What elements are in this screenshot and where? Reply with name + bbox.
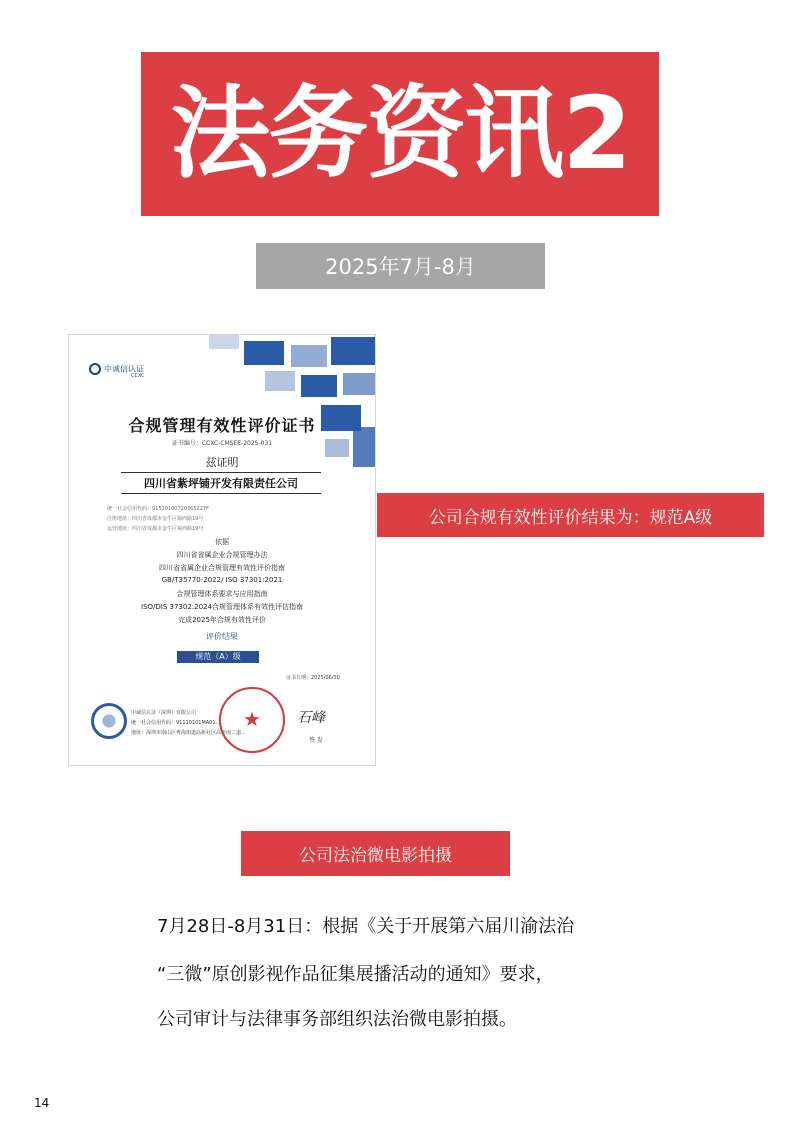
hex-decoration bbox=[331, 337, 375, 365]
certificate-basis-line: 完成2025年合规有效性评价 bbox=[178, 616, 266, 624]
certificate-info-line: 注册地址：四川省成都市金牛区蜀西路19号 bbox=[107, 516, 204, 522]
hex-decoration bbox=[209, 335, 239, 349]
certificate-basis-line: 依据 bbox=[215, 538, 229, 546]
certificate-basis-line: GB/T35770-2022/ ISO 37301:2021 bbox=[161, 576, 283, 584]
sign-label: 签 发 bbox=[309, 737, 323, 744]
star-icon: ★ bbox=[243, 707, 261, 731]
hex-decoration bbox=[291, 345, 327, 367]
hex-decoration bbox=[301, 375, 337, 397]
date-banner bbox=[256, 243, 545, 289]
certificate-grade: 规范（A）级 bbox=[177, 651, 259, 663]
certificate-title: 合规管理有效性评价证书 bbox=[128, 416, 316, 435]
result-caption: 公司合规有效性评价结果为：规范A级 bbox=[428, 507, 713, 528]
certificate-result-label: 评价结果 bbox=[206, 632, 238, 641]
certificate-info-line: 统一社会信用代码：91510100720365227F bbox=[107, 506, 209, 512]
paragraph-line: 公司审计与法律事务部组织法治微电影拍摄。 bbox=[157, 1009, 517, 1030]
certificate-company: 四川省紫坪铺开发有限责任公司 bbox=[121, 472, 321, 494]
hex-decoration bbox=[265, 371, 295, 391]
date-range: 2025年7月-8月 bbox=[325, 255, 476, 279]
page-number: 14 bbox=[34, 1096, 50, 1110]
certificate-info-line: 运营地址：四川省成都市金牛区蜀西路19号 bbox=[107, 526, 204, 532]
ccxc-seal-icon bbox=[91, 703, 127, 739]
signature: 石峰 bbox=[297, 710, 325, 726]
hex-decoration bbox=[343, 373, 375, 395]
red-stamp-icon bbox=[219, 687, 285, 753]
paragraph-line: 7月28日-8月31日：根据《关于开展第六届川渝法治 bbox=[157, 916, 575, 937]
certificate-basis-line: 四川省省属企业合规管理有效性评价指南 bbox=[159, 564, 285, 572]
certificate-date: 证书日期：2025/06/30 bbox=[286, 675, 340, 681]
issuer-line: 地址：深圳市南山区粤海街道高新社区高新南三道... bbox=[131, 730, 246, 736]
certificate-hereby: 兹证明 bbox=[205, 456, 239, 469]
issuer-line: 统一社会信用代码：91110101MA01... bbox=[131, 720, 221, 726]
title-banner bbox=[141, 52, 659, 216]
certificate-basis-line: 合规管理体系要求与应用指南 bbox=[176, 590, 268, 598]
result-caption-banner bbox=[377, 493, 764, 537]
issuer-line: 中诚信认证（深圳）有限公司 bbox=[131, 710, 197, 716]
ccxc-logo-icon bbox=[89, 363, 101, 375]
hex-decoration bbox=[244, 341, 284, 365]
certificate-image bbox=[68, 334, 376, 766]
paragraph-line: “三微”原创影视作品征集展播活动的通知》要求， bbox=[157, 964, 554, 985]
page-title: 法务资讯2 bbox=[170, 75, 630, 192]
ccxc-logo: 中诚信认证 CCXC bbox=[89, 363, 144, 375]
section-caption-banner bbox=[241, 831, 510, 876]
section-caption: 公司法治微电影拍摄 bbox=[299, 846, 452, 866]
certificate-number: 证书编号：CCXC-CMSEE-2025-031 bbox=[171, 440, 273, 447]
certificate-basis-line: 四川省省属企业合规管理办法 bbox=[176, 551, 268, 559]
certificate-basis-line: ISO/DIS 37302:2024合规管理体系有效性评估指南 bbox=[141, 603, 303, 611]
